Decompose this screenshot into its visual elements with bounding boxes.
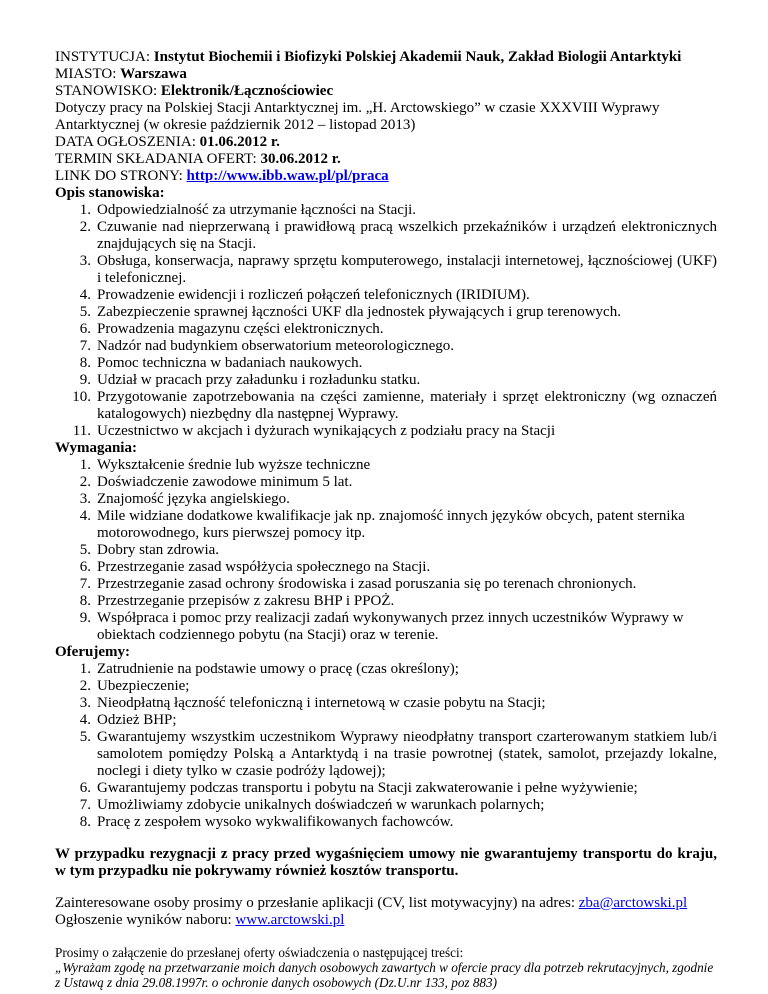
concerns-text: Dotyczy pracy na Polskiej Stacji Antarktycznej im. „H. Arctowskiego” w czasie XXXVIII Wyprawy Antarktycznej (w okresie październik 2012 – listopad 2013) (55, 100, 660, 133)
consent-clause: „Wyrażam zgodę na przetwarzanie moich danych osobowych zawartych w ofercie pracy dla potrzeb rekrutacyjnych, zgodnie z Ustawą z dnia 29.08.1997r. o ochronie danych osobowych (Dz.U.nr 133, poz 883) (55, 960, 714, 990)
list-item: 2. Czuwanie nad nieprzerwaną i prawidłową pracą wszelkich przekaźników i urządzeń elektronicznych znajdujących się na Stacji. (79, 219, 717, 252)
list-item: 5. Gwarantujemy wszystkim uczestnikom Wyprawy nieodpłatny transport czarterowanym statkiem lub/i samolotem pomiędzy Polską a Antarktydą i na trasie powrotnej (statek, samolot, przejazdy lokalne, noclegi i diety tylko w czasie podróży lądowej); (79, 729, 717, 779)
institution-label: INSTYTUCJA: (55, 49, 151, 65)
list-item: 3. Obsługa, konserwacja, naprawy sprzętu komputerowego, instalacji internetowej, łącznościowej (UKF) i telefonicznej. (79, 253, 717, 286)
website-line (55, 168, 717, 185)
list-item: 5. Zabezpieczenie sprawnej łączności UKF dla jednostek pływających i grup terenowych. (79, 304, 621, 320)
job-page-link[interactable]: http://www.ibb.waw.pl/pl/praca (186, 168, 389, 184)
requirements-list (55, 457, 717, 644)
position-line (55, 83, 717, 100)
job-posting-document (55, 49, 717, 990)
list-item: 8. Pracę z zespołem wysoko wykwalifikowanych fachowców. (79, 814, 454, 830)
consent-intro: Prosimy o załączenie do przesłanej oferty oświadczenia o następującej treści: (55, 945, 464, 960)
deadline-value: 30.06.2012 r. (260, 151, 341, 167)
institution-line (55, 49, 717, 66)
offer-list (55, 661, 717, 831)
list-item: 8. Przestrzeganie przepisów z zakresu BHP i PPOŻ. (79, 593, 395, 609)
email-link[interactable]: zba@arctowski.pl (578, 895, 688, 911)
list-item: 7. Przestrzeganie zasad ochrony środowiska i zasad poruszania się po terenach chronionych. (79, 576, 637, 592)
website-label: LINK DO STRONY: (55, 168, 183, 184)
institution-value: Instytut Biochemii i Biofizyki Polskiej Akademii Nauk, Zakład Biologii Antarktyki (153, 49, 682, 65)
list-item: 4. Odzież BHP; (79, 712, 177, 728)
list-item: 9. Współpraca i pomoc przy realizacji zadań wykonywanych przez innych uczestników Wyprawy w obiektach codziennego pobytu (na Stacji) oraz w terenie. (79, 610, 684, 643)
list-item: 1. Wykształcenie średnie lub wyższe techniczne (79, 457, 371, 473)
contact-section (55, 895, 717, 929)
job-description-list (55, 202, 717, 440)
list-item: 1. Zatrudnienie na podstawie umowy o pracę (czas określony); (79, 661, 459, 677)
list-item: 3. Nieodpłatną łączność telefoniczną i internetową w czasie pobytu na Stacji; (79, 695, 546, 711)
list-item: 7. Umożliwiamy zdobycie unikalnych doświadczeń w warunkach polarnych; (79, 797, 545, 813)
announcement-date-label: DATA OGŁOSZENIA: (55, 134, 196, 150)
list-item: 6. Przestrzeganie zasad współżycia społecznego na Stacji. (79, 559, 431, 575)
list-item: 2. Doświadczenie zawodowe minimum 5 lat. (79, 474, 353, 490)
list-item: 11. Uczestnictwo w akcjach i dyżurach wynikających z podziału pracy na Stacji (72, 423, 556, 439)
position-value: Elektronik/Łącznościowiec (160, 83, 334, 99)
city-label: MIASTO: (55, 66, 117, 82)
consent-section (55, 945, 717, 990)
results-text: Ogłoszenie wyników naboru: (55, 912, 232, 928)
job-description-heading: Opis stanowiska: (55, 185, 165, 201)
list-item: 4. Mile widziane dodatkowe kwalifikacje jak np. znajomość innych języków obcych, patent sternika motorowodnego, kurs pierwszej pomocy itp. (79, 508, 685, 541)
announcement-date-value: 01.06.2012 r. (199, 134, 280, 150)
list-item: 4. Prowadzenie ewidencji i rozliczeń połączeń telefonicznych (IRIDIUM). (79, 287, 530, 303)
list-item: 6. Prowadzenia magazynu części elektronicznych. (79, 321, 384, 337)
list-item: 6. Gwarantujemy podczas transportu i pobytu na Stacji zakwaterowanie i pełne wyżywienie; (79, 780, 638, 796)
deadline-line (55, 151, 717, 168)
list-item: 7. Nadzór nad budynkiem obserwatorium meteorologicznego. (79, 338, 454, 354)
application-line (55, 895, 717, 912)
requirements-heading: Wymagania: (55, 440, 137, 456)
deadline-label: TERMIN SKŁADANIA OFERT: (55, 151, 257, 167)
list-item: 3. Znajomość języka angielskiego. (79, 491, 290, 507)
list-item: 5. Dobry stan zdrowia. (79, 542, 220, 558)
list-item: 2. Ubezpieczenie; (79, 678, 190, 694)
results-line (55, 912, 717, 929)
offer-heading: Oferujemy: (55, 644, 130, 660)
list-item: 1. Odpowiedzialność za utrzymanie łączności na Stacji. (79, 202, 417, 218)
list-item: 8. Pomoc techniczna w badaniach naukowych. (79, 355, 363, 371)
city-value: Warszawa (120, 66, 187, 82)
resignation-notice: W przypadku rezygnacji z pracy przed wygaśnięciem umowy nie gwarantujemy transportu do kraju, w tym przypadku nie pokrywamy również kosztów transportu. (55, 846, 717, 879)
results-website-link[interactable]: www.arctowski.pl (235, 912, 345, 928)
application-text: Zainteresowane osoby prosimy o przesłanie aplikacji (CV, list motywacyjny) na adres: (55, 895, 576, 911)
list-item: 9. Udział w pracach przy załadunku i rozładunku statku. (79, 372, 421, 388)
position-label: STANOWISKO: (55, 83, 158, 99)
city-line (55, 66, 717, 83)
announcement-date-line (55, 134, 717, 151)
list-item: 10. Przygotowanie zapotrzebowania na części zamienne, materiały i sprzęt elektroniczny (wg oznaczeń katalogowych) niezbędny dla następnej Wyprawy. (72, 389, 717, 422)
